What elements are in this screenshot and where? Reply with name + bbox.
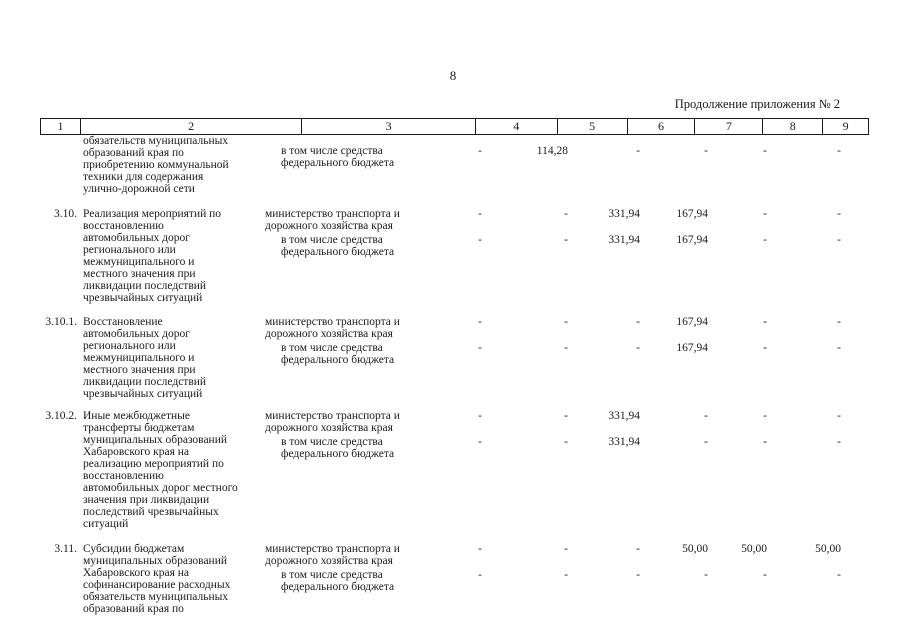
header-col-2: 2 [81, 119, 302, 134]
value-col-9: - [837, 145, 841, 157]
value-col-6: - [636, 543, 640, 555]
row-number: 3.10.1. [45, 316, 77, 328]
value-col-6: 331,94 [608, 410, 640, 422]
value-col-6: - [636, 316, 640, 328]
header-col-7: 7 [695, 119, 763, 134]
value-col-4: - [478, 145, 482, 157]
value-col-4: - [478, 410, 482, 422]
value-col-5: - [564, 234, 568, 246]
value-col-7: 167,94 [676, 316, 708, 328]
value-col-7: 167,94 [676, 342, 708, 354]
value-col-7: - [704, 145, 708, 157]
value-col-9: - [837, 234, 841, 246]
value-col-4: - [478, 208, 482, 220]
header-col-4: 4 [476, 119, 558, 134]
value-col-4: - [478, 342, 482, 354]
value-col-5: - [564, 410, 568, 422]
value-col-5: - [564, 543, 568, 555]
value-col-8: - [763, 342, 767, 354]
value-col-9: - [837, 316, 841, 328]
value-col-9: - [837, 410, 841, 422]
value-col-4: - [478, 543, 482, 555]
row-number: 3.10.2. [45, 410, 77, 422]
value-col-4: - [478, 316, 482, 328]
value-col-8: - [763, 410, 767, 422]
value-col-6: 331,94 [608, 436, 640, 448]
value-col-7: - [704, 436, 708, 448]
row-name: Субсидии бюджетам муниципальных образований Хабаровского края на софинансирование расходных обязательств муниципальных образований края по [83, 543, 231, 615]
value-col-8: - [763, 436, 767, 448]
header-col-1: 1 [41, 119, 81, 134]
value-col-9: - [837, 342, 841, 354]
value-col-9: 50,00 [815, 543, 841, 555]
value-col-8: - [763, 569, 767, 581]
page-number: 8 [449, 68, 457, 83]
executor-ministry: министерство транспорта и дорожного хозяйства края [265, 543, 400, 567]
executor-federal: в том числе средства федерального бюджета [281, 436, 395, 460]
value-col-8: - [763, 316, 767, 328]
header-col-8: 8 [763, 119, 823, 134]
value-col-5: - [564, 316, 568, 328]
header-col-6: 6 [628, 119, 696, 134]
row-name: Иные межбюджетные трансферты бюджетам муниципальных образований Хабаровского края на реализацию мероприятий по восстановлению автомобильных дорог местного значения при ликвидации последствий чрезвычайных ситуаций [83, 410, 238, 530]
value-col-7: 50,00 [682, 543, 708, 555]
value-col-7: 167,94 [676, 234, 708, 246]
value-col-5: - [564, 569, 568, 581]
row-number: 3.10. [54, 208, 77, 220]
value-col-5: 114,28 [536, 145, 568, 157]
value-col-5: - [564, 342, 568, 354]
value-col-8: - [763, 208, 767, 220]
value-col-6: - [636, 145, 640, 157]
value-col-5: - [564, 436, 568, 448]
row-name: Восстановление автомобильных дорог регионального или межмуниципального и местного значения при ликвидации последствий чрезвычайных ситуаций [83, 316, 207, 400]
value-col-8: - [763, 234, 767, 246]
value-col-4: - [478, 234, 482, 246]
header-col-3: 3 [302, 119, 476, 134]
executor-federal: в том числе средства федерального бюджета [281, 145, 395, 169]
value-col-5: - [564, 208, 568, 220]
row-name: Реализация мероприятий по восстановлению автомобильных дорог регионального или межмуниципального и местного значения при ликвидации последствий чрезвычайных ситуаций [83, 208, 222, 304]
value-col-8: 50,00 [741, 543, 767, 555]
value-col-9: - [837, 436, 841, 448]
continuation-note: Продолжение приложения № 2 [674, 97, 840, 111]
value-col-7: 167,94 [676, 208, 708, 220]
value-col-4: - [478, 569, 482, 581]
executor-federal: в том числе средства федерального бюджета [281, 234, 395, 258]
value-col-4: - [478, 436, 482, 448]
executor-ministry: министерство транспорта и дорожного хозяйства края [265, 410, 400, 434]
value-col-6: 331,94 [608, 208, 640, 220]
value-col-9: - [837, 208, 841, 220]
executor-federal: в том числе средства федерального бюджета [281, 342, 395, 366]
value-col-9: - [837, 569, 841, 581]
row-name: обязательств муниципальных образований края по приобретению коммунальной техники для содержания улично-дорожной сети [83, 135, 229, 195]
executor-ministry: министерство транспорта и дорожного хозяйства края [265, 316, 400, 340]
executor-federal: в том числе средства федерального бюджета [281, 569, 395, 593]
value-col-7: - [704, 569, 708, 581]
table-header-row [40, 118, 869, 135]
value-col-6: 331,94 [608, 234, 640, 246]
value-col-8: - [763, 145, 767, 157]
value-col-7: - [704, 410, 708, 422]
value-col-6: - [636, 569, 640, 581]
header-col-5: 5 [558, 119, 628, 134]
row-number: 3.11. [54, 543, 77, 555]
header-col-9: 9 [842, 119, 849, 133]
value-col-6: - [636, 342, 640, 354]
executor-ministry: министерство транспорта и дорожного хозяйства края [265, 208, 400, 232]
